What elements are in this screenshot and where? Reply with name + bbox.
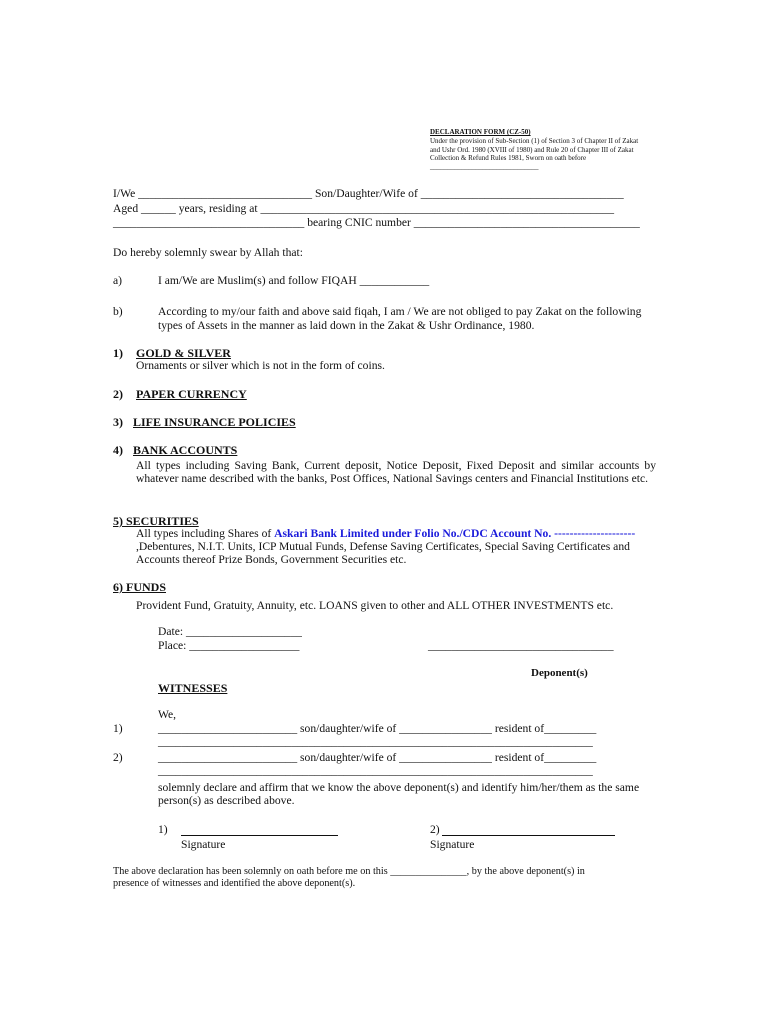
form-provision-line-2: and Ushr Ord. 1980 (XVIII of 1980) and Rule 20 of Chapter III of Zakat — [430, 145, 634, 154]
footer-declaration-line-2: presence of witnesses and identified the above deponent(s). — [113, 878, 356, 889]
witness-2-line-2: ___________________________________________________________________________ — [158, 764, 593, 777]
form-provision-line-1: Under the provision of Sub-Section (1) of Section 3 of Chapter II of Zakat — [430, 137, 639, 145]
witness-2-line-1: ________________________ son/daughter/wife of ________________ resident of_________ — [158, 751, 597, 764]
section-3-number: 3) — [113, 415, 123, 429]
identity-line-name: I/We ______________________________ Son/Daughter/Wife of ___________________________________ — [113, 187, 624, 200]
deponent-label: Deponent(s) — [531, 667, 588, 679]
identity-line-residence: Aged ______ years, residing at _____________________________________________________________ — [113, 202, 615, 215]
witness-signature-2-label: Signature — [430, 838, 475, 851]
clause-b-line-1: According to my/our faith and above said fiqah, I am / We are not obliged to pay Zakat on the following — [158, 305, 642, 318]
witness-signature-2-number: 2) — [430, 823, 440, 836]
clause-b-label: b) — [113, 305, 123, 318]
witness-signature-1-line — [181, 835, 338, 836]
section-2-title: PAPER CURRENCY — [136, 387, 247, 401]
witnesses-heading: WITNESSES — [158, 681, 228, 695]
section-1-desc: Ornaments or silver which is not in the form of coins. — [136, 359, 385, 372]
deponent-signature-line: ________________________________ — [428, 639, 614, 652]
date-field: Date: ____________________ — [158, 625, 302, 638]
section-6-desc: Provident Fund, Gratuity, Annuity, etc. LOANS given to other and ALL OTHER INVESTMENTS etc. — [136, 599, 614, 612]
witness-signature-1-label: Signature — [181, 838, 226, 851]
witnesses-we: We, — [158, 708, 177, 721]
section-6-title: 6) FUNDS — [113, 580, 166, 594]
oath-intro: Do hereby solemnly swear by Allah that: — [113, 246, 303, 259]
witness-signature-1-number: 1) — [158, 823, 168, 836]
section-4-number: 4) — [113, 443, 123, 457]
section-4-title: BANK ACCOUNTS — [133, 443, 238, 457]
witness-affirmation: solemnly declare and affirm that we know the above deponent(s) and identify him/her/them as the same person(s) as described above. — [158, 781, 640, 807]
witness-2-number: 2) — [113, 751, 123, 764]
witness-1-number: 1) — [113, 722, 123, 735]
clause-a-text: I am/We are Muslim(s) and follow FIQAH ____________ — [158, 274, 430, 287]
section-5-desc-prefix: All types including Shares of — [136, 527, 275, 540]
form-provision-line-3: Collection & Refund Rules 1981, Sworn on oath before — [430, 154, 587, 162]
clause-a-label: a) — [113, 274, 123, 287]
section-5-title: 5) SECURITIES — [113, 514, 199, 528]
form-title: DECLARATION FORM (CZ-50) — [430, 128, 531, 136]
section-5-account-highlight: Askari Bank Limited under Folio No./CDC Account No. --------------------- — [274, 527, 636, 540]
oath-officer-blank: _______________________________ — [430, 162, 539, 171]
section-5-desc-suffix: ,Debentures, N.I.T. Units, ICP Mutual Funds, Defense Saving Certificates, Special Saving Certificates and Accounts thereof Prize Bonds, Government Securities etc. — [136, 540, 630, 566]
section-4-desc: All types including Saving Bank, Current deposit, Notice Deposit, Fixed Deposit and similar accounts by whatever name described with the banks, Post Offices, National Savings centers and Financial Institutions etc. — [136, 459, 656, 485]
place-field: Place: ___________________ — [158, 639, 300, 652]
section-1-number: 1) — [113, 346, 123, 360]
section-2-number: 2) — [113, 387, 123, 401]
section-3-title: LIFE INSURANCE POLICIES — [133, 415, 296, 429]
witness-1-line-1: ________________________ son/daughter/wife of ________________ resident of_________ — [158, 722, 597, 735]
section-1-title: GOLD & SILVER — [136, 346, 231, 360]
witness-1-line-2: ___________________________________________________________________________ — [158, 735, 593, 748]
clause-b-line-2: types of Assets in the manner as laid down in the Zakat & Ushr Ordinance, 1980. — [158, 319, 535, 332]
identity-line-cnic: _________________________________ bearing CNIC number _______________________________________ — [113, 216, 640, 229]
footer-declaration-line-1: The above declaration has been solemnly on oath before me on this _______________, by the above deponent(s) in — [113, 866, 585, 877]
section-5-desc — [136, 527, 658, 566]
witness-signature-2-line — [442, 835, 615, 836]
